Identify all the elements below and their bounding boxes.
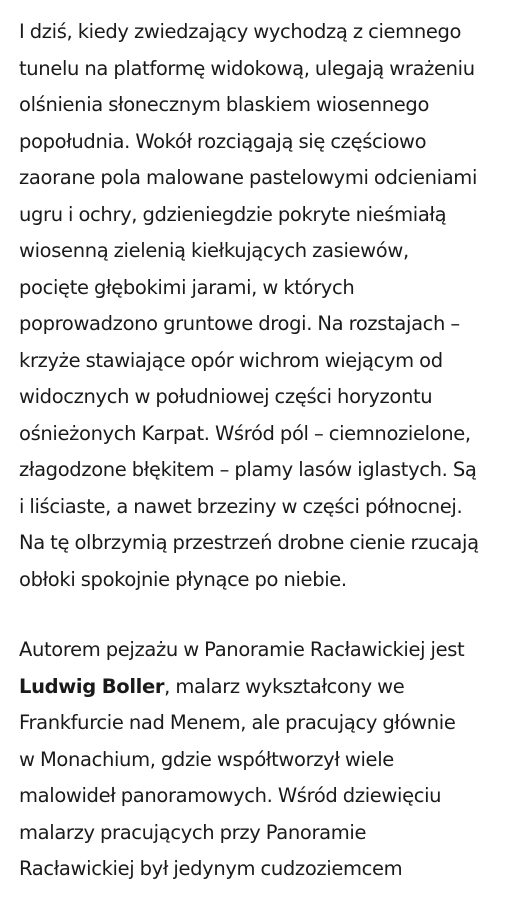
text-line: olśnienia słonecznym blaskiem wiosennego	[19, 93, 430, 116]
text-line: I dziś, kiedy zwiedzający wychodzą z ciemnego	[19, 20, 462, 43]
text-line: Frankfurcie nad Menem, ale pracujący głównie	[19, 711, 456, 734]
text-line: Racławickiej był jedynym cudzoziemcem	[19, 857, 403, 880]
text-line: ugru i ochry, gdzieniegdzie pokryte nieśmiałą	[19, 202, 447, 226]
text-line: widocznych w południowej części horyzontu	[19, 385, 433, 408]
text-line: wiosenną zielenią kiełkujących zasiewów,	[19, 239, 409, 262]
text-line: Autorem pejzażu w Panoramie Racławickiej jest	[19, 638, 465, 661]
text-line: zaorane pola malowane pastelowymi odcieniami	[19, 166, 478, 189]
text-line: popołudnia. Wokół rozciągają się częściowo	[19, 129, 427, 153]
text-line: poprowadzono gruntowe drogi. Na rozstajach –	[19, 312, 460, 335]
text-line: ośnieżonych Karpat. Wśród pól – ciemnozielone,	[19, 421, 471, 445]
paragraph-landscape-description	[19, 14, 511, 598]
text-line: malarzy pracujących przy Panoramie	[19, 820, 367, 844]
text-line: malowideł panoramowych. Wśród dziewięciu	[19, 784, 442, 807]
article-body	[19, 14, 511, 888]
text-line: w Monachium, gdzie współtworzył wiele	[19, 747, 394, 771]
text-line: i liściaste, a nawet brzeziny w części północnej.	[19, 494, 463, 518]
text-line: obłoki spokojnie płynące po niebie.	[19, 567, 347, 591]
text-fragment: , malarz wykształcony we	[164, 674, 405, 698]
text-line-with-author	[19, 669, 511, 706]
paragraph-author	[19, 632, 511, 888]
text-line: pocięte głębokimi jarami, w których	[19, 275, 355, 299]
text-line: tunelu na platformę widokową, ulegają wrażeniu	[19, 56, 475, 80]
author-name-bold: Ludwig Boller	[19, 674, 165, 698]
bottom-fade	[0, 894, 518, 900]
text-line: Na tę olbrzymią przestrzeń drobne cienie rzucają	[19, 531, 479, 554]
text-line: złagodzone błękitem – plamy lasów iglastych. Są	[19, 458, 477, 481]
text-line: krzyże stawiające opór wichrom wiejącym od	[19, 348, 443, 372]
